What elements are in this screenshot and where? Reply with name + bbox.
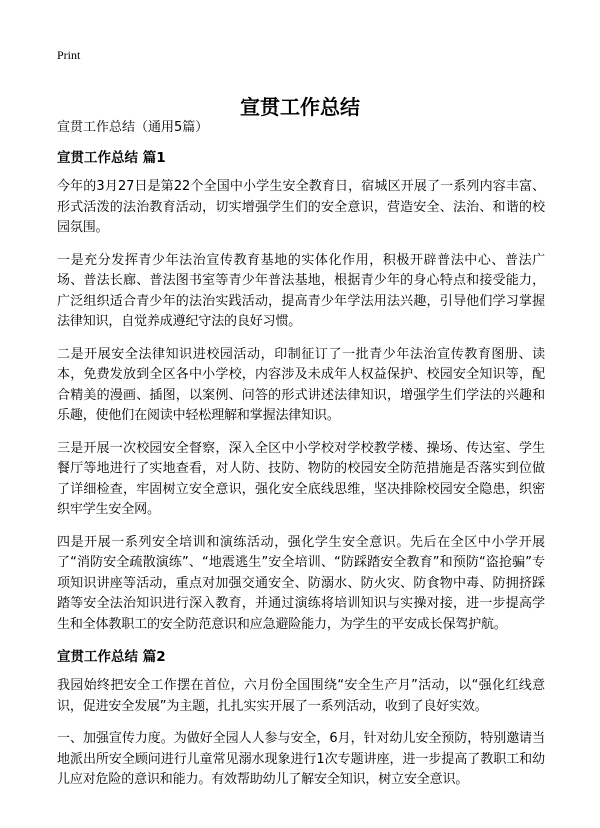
print-link[interactable]: Print bbox=[57, 48, 81, 62]
document-subtitle: 宣贯工作总结（通用5篇） bbox=[57, 120, 209, 135]
paragraph: 我园始终把安全工作摆在首位，六月份全国围绕“安全生产月”活动，以“强化红线意识，促进安全发展”为主题，扎扎实实开展了一系列活动，收到了良好实效。 bbox=[57, 678, 545, 714]
document-body bbox=[57, 118, 545, 803]
section-heading-2: 宣贯工作总结 篇2 bbox=[57, 649, 166, 665]
paragraph: 今年的3月27日是第22个全国中小学生安全教育日，宿城区开展了一系列内容丰富、形式活泼的法治教育活动，切实增强学生们的安全意识，营造安全、法治、和谐的校园氛围。 bbox=[57, 179, 545, 235]
paragraph: 二是开展安全法律知识进校园活动，印制征订了一批青少年法治宣传教育图册、读本，免费发放到全区各中小学校，内容涉及未成年人权益保护、校园安全知识等，配合精美的漫画、插图，以案例、问答的形式讲述法律知识，增强学生们学法的兴趣和乐趣，使他们在阅读中轻松理解和掌握法律知识。 bbox=[57, 346, 545, 423]
paragraph: 一是充分发挥青少年法治宣传教育基地的实体化作用，积极开辟普法中心、普法广场、普法长廊、普法图书室等青少年普法基地，根据青少年的身心特点和接受能力，广泛组织适合青少年的法治实践活动，提高青少年学法用法兴趣，引导他们学习掌握法律知识，自觉养成遵纪守法的良好习惯。 bbox=[57, 252, 545, 329]
paragraph: 一、加强宣传力度。为做好全园人人参与安全，6月，针对幼儿安全预防，特别邀请当地派出所安全顾问进行儿童常见溺水现象进行1次专题讲座，进一步提高了教职工和幼儿应对危险的意识和能力。有效帮助幼儿了解安全知识，树立安全意识。 bbox=[57, 731, 545, 787]
page-title: 宣贯工作总结 bbox=[240, 95, 360, 120]
paragraph: 三是开展一次校园安全督察，深入全区中小学校对学校教学楼、操场、传达室、学生餐厅等地进行了实地查看，对人防、技防、物防的校园安全防范措施是否落实到位做了详细检查，牢固树立安全意识，强化安全底线思维，坚决排除校园安全隐患，织密织牢学生安全网。 bbox=[57, 440, 545, 517]
paragraph: 四是开展一系列安全培训和演练活动，强化学生安全意识。先后在全区中小学开展了“消防安全疏散演练”、“地震逃生”安全培训、“防踩踏安全教育”和预防“盗抢骗”专项知识讲座等活动，重点对加强交通安全、防溺水、防火灾、防食物中毒、防拥挤踩踏等安全法治知识进行深入教育，并通过演练将培训知识与实操对接，进一步提高学生和全体教职工的安全防范意识和应急避险能力，为学生的平安成长保驾护航。 bbox=[57, 534, 545, 632]
section-heading-1: 宣贯工作总结 篇1 bbox=[57, 150, 166, 166]
